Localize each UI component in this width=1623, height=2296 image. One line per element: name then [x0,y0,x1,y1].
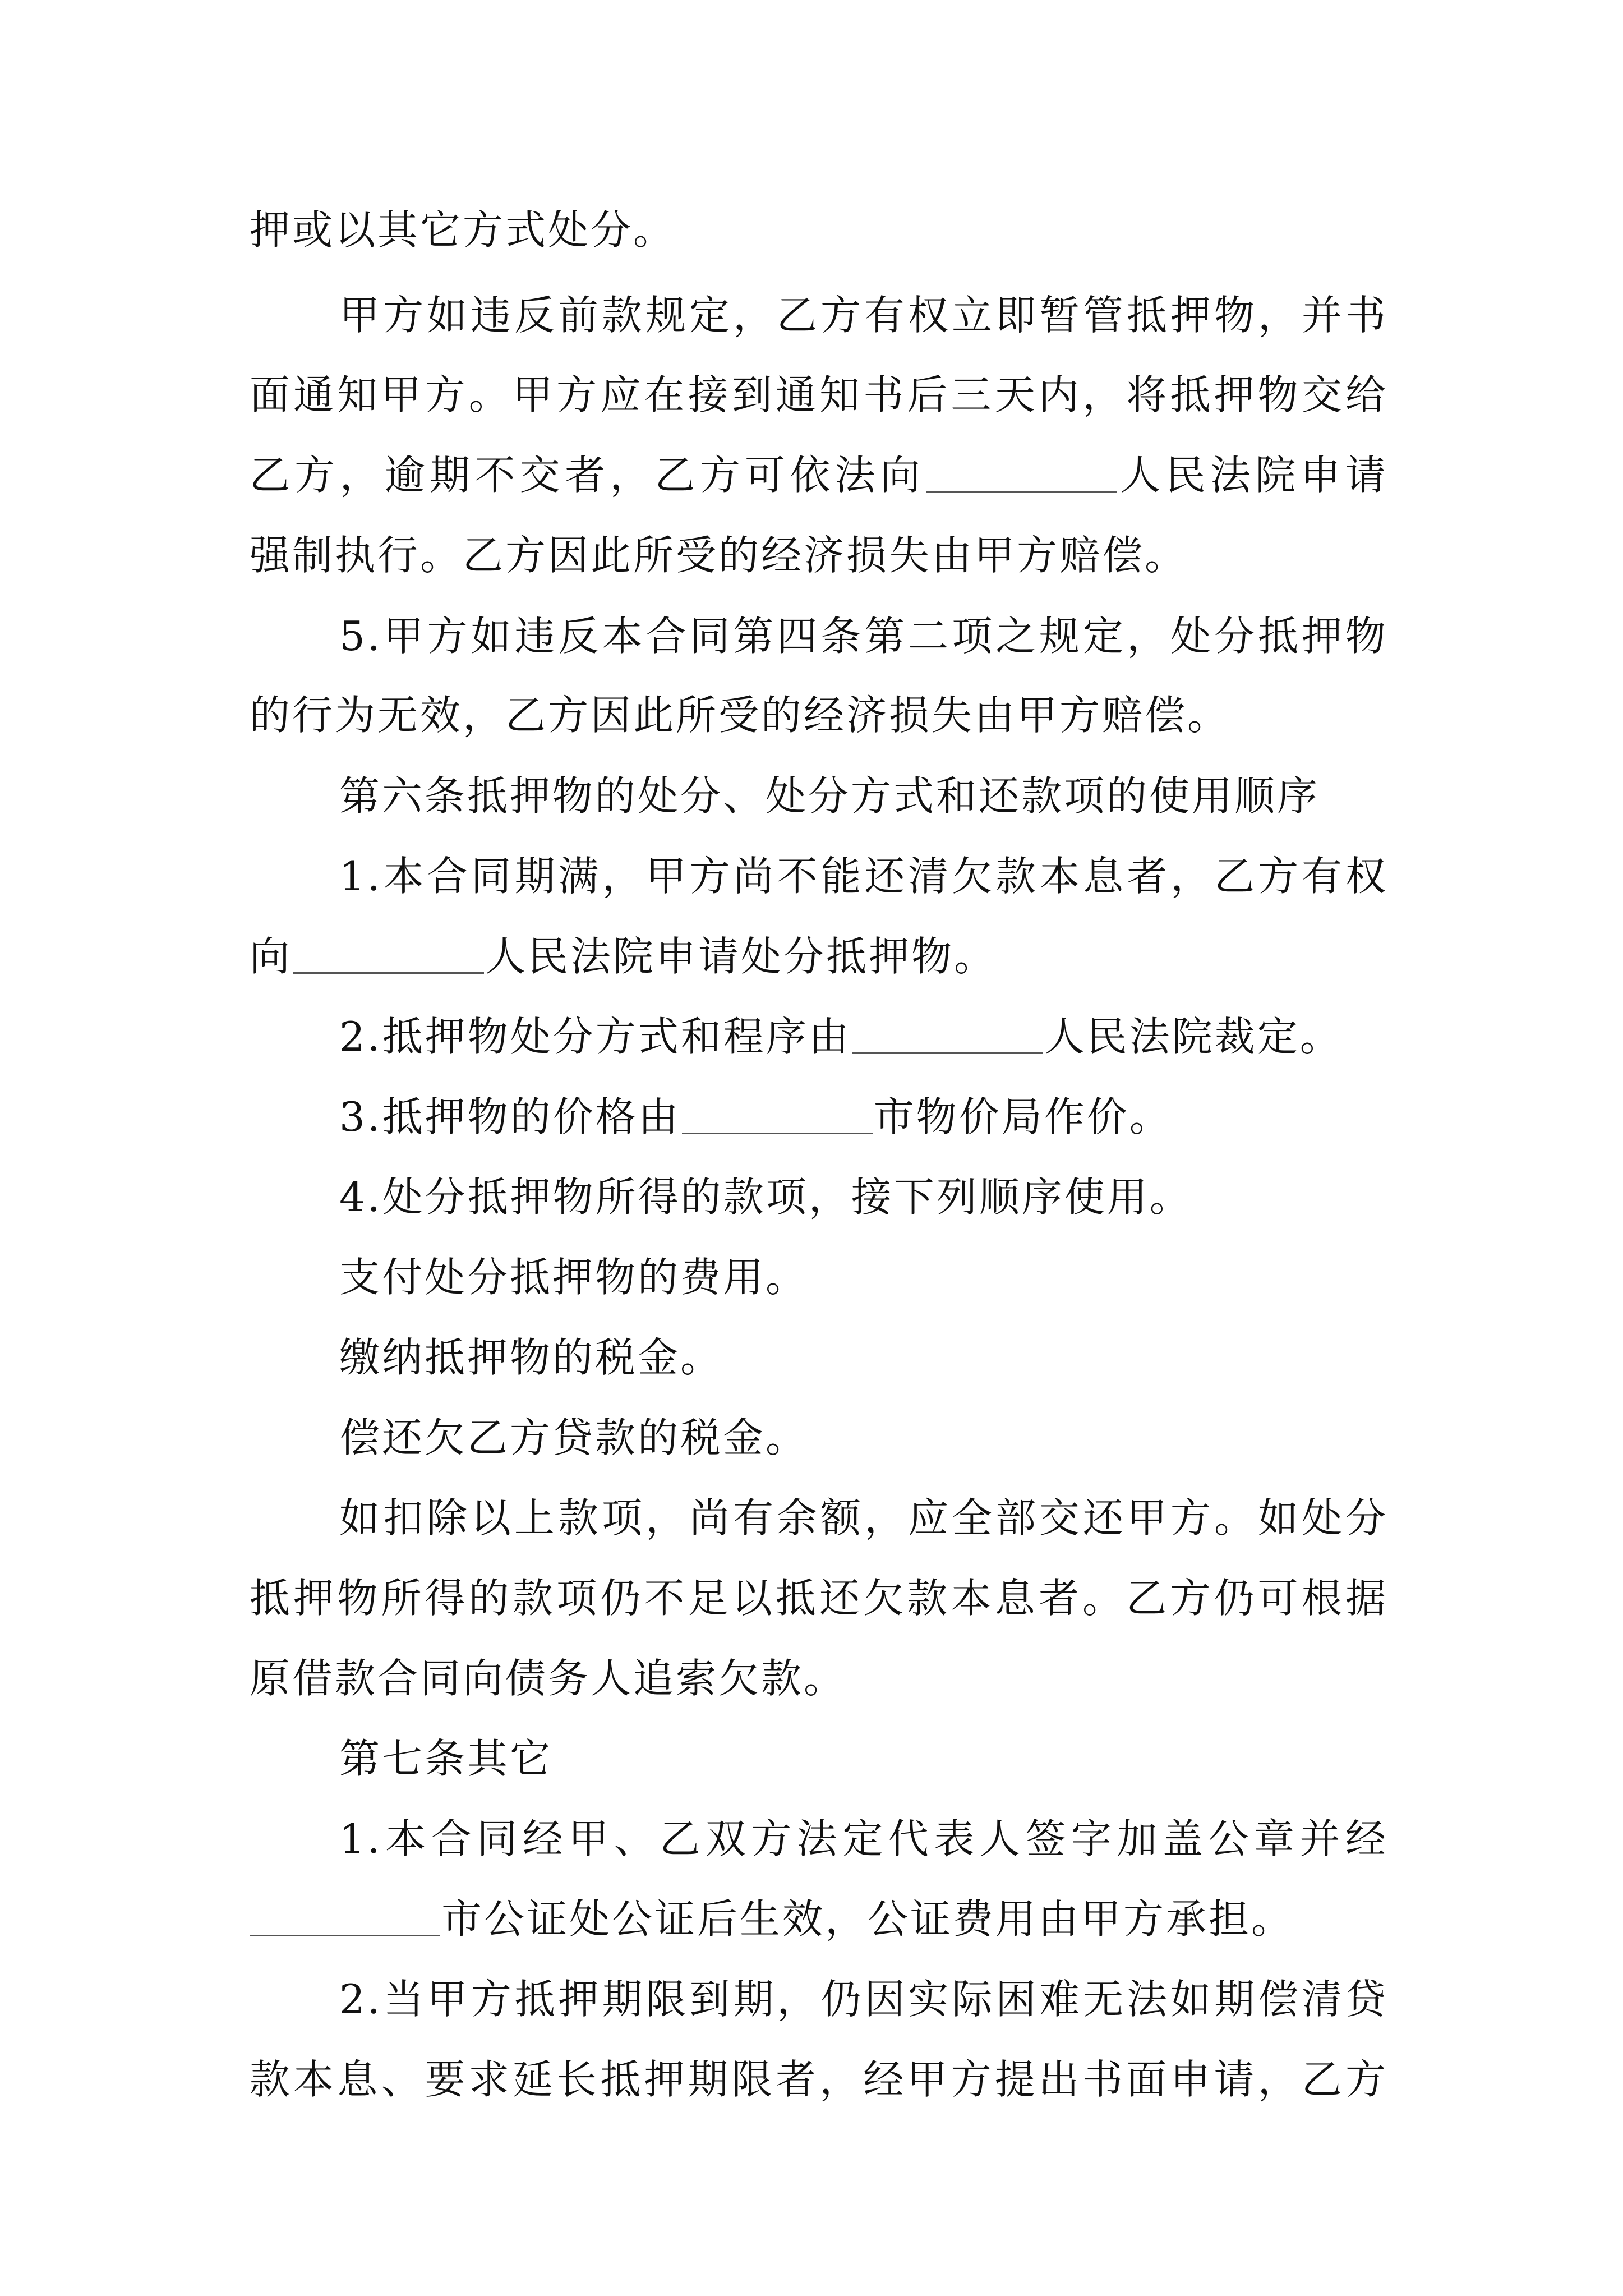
text-line: 第七条其它 [339,1735,553,1782]
blank-field [852,1019,1043,1054]
text-line: 乙方，逾期不交者，乙方可依法向 人民法院申请 [250,452,1388,499]
text-line: 第六条抵押物的处分、处分方式和还款项的使用顺序 [339,772,1320,820]
text-line: 的行为无效，乙方因此所受的经济损失由甲方赔偿。 [250,692,1230,739]
text-line: 2.抵押物处分方式和程序由 人民法院裁定。 [339,1013,1343,1060]
text-line: 4.处分抵押物所得的款项，接下列顺序使用。 [339,1174,1192,1221]
text-line: 面通知甲方。甲方应在接到通知书后三天内，将抵押物交给 [250,371,1388,418]
blank-field [926,457,1117,493]
text-line: 向 人民法院申请处分抵押物。 [250,933,997,980]
text-line: 押或以其它方式处分。 [250,206,676,254]
text-line: 缴纳抵押物的税金。 [339,1334,723,1381]
blank-field [682,1099,873,1134]
text-line: 2.当甲方抵押期限到期，仍因实际困难无法如期偿清贷 [339,1976,1388,2023]
text-line: 支付处分抵押物的费用。 [339,1254,809,1301]
text-line: 抵押物所得的款项仍不足以抵还欠款本息者。乙方仍可根据 [250,1575,1388,1622]
text-line: 3.抵押物的价格由 市物价局作价。 [339,1093,1172,1140]
text-line: 1.本合同经甲、乙双方法定代表人签字加盖公章并经 [339,1815,1388,1862]
text-line: 甲方如违反前款规定，乙方有权立即暂管抵押物，并书 [339,292,1388,339]
text-line: 款本息、要求延长抵押期限者，经甲方提出书面申请，乙方 [250,2056,1388,2103]
text-line: 原借款合同向债务人追索欠款。 [250,1655,847,1702]
text-line: 5.甲方如违反本合同第四条第二项之规定，处分抵押物 [339,613,1388,660]
blank-field [293,938,484,974]
text-line: 偿还欠乙方贷款的税金。 [339,1414,809,1461]
blank-field [250,1901,440,1936]
text-line: 强制执行。乙方因此所受的经济损失由甲方赔偿。 [250,532,1188,579]
text-line: 1.本合同期满，甲方尚不能还清欠款本息者，乙方有权 [339,853,1388,900]
text-line: 市公证处公证后生效，公证费用由甲方承担。 [250,1888,1388,1950]
text-line: 如扣除以上款项，尚有余额，应全部交还甲方。如处分 [339,1494,1388,1542]
